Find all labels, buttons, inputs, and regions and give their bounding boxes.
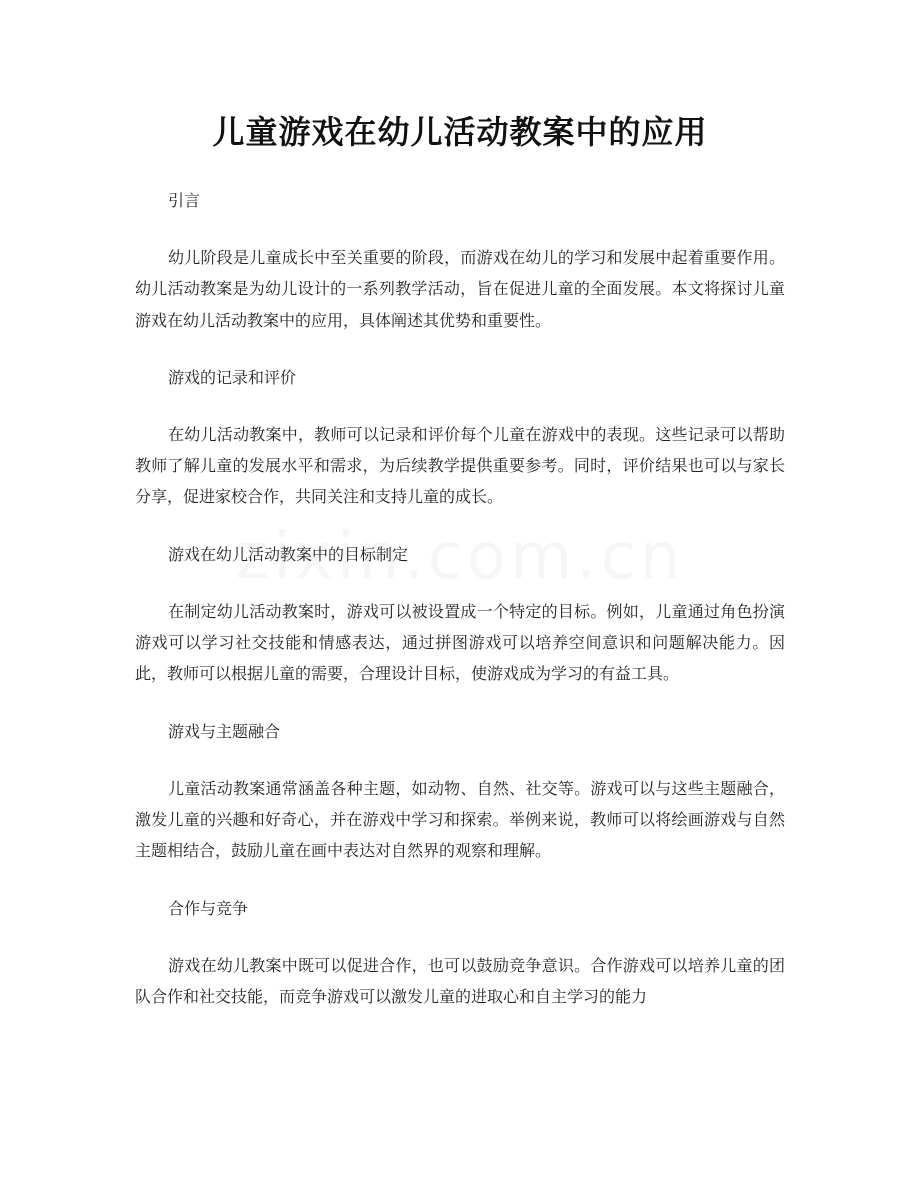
section-paragraph-goal-setting: 在制定幼儿活动教案时，游戏可以被设置成一个特定的目标。例如，儿童通过角色扮演游戏可以学习社交技能和情感表达，通过拼图游戏可以培养空间意识和问题解决能力。因此，教师可以根据儿童的需要，合理设计目标，使游戏成为学习的有益工具。 [135,601,785,684]
document-body [135,185,785,1038]
document-title: 儿童游戏在幼儿活动教案中的应用 [212,113,708,151]
section-paragraph-record-evaluation: 在幼儿活动教案中，教师可以记录和评价每个儿童在游戏中的表现。这些记录可以帮助教师了解儿童的发展水平和需求，为后续教学提供重要参考。同时，评价结果也可以与家长分享，促进家校合作，共同关注和支持儿童的成长。 [135,424,785,507]
section-heading-introduction: 引言 [168,191,201,210]
section-heading-record-evaluation: 游戏的记录和评价 [168,367,297,387]
section-heading-goal-setting: 游戏在幼儿活动教案中的目标制定 [168,544,409,564]
section-paragraph-introduction: 幼儿阶段是儿童成长中至关重要的阶段，而游戏在幼儿的学习和发展中起着重要作用。幼儿活动教案是为幼儿设计的一系列教学活动，旨在促进儿童的全面发展。本文将探讨儿童游戏在幼儿活动教案中的应用，具体阐述其优势和重要性。 [135,248,785,330]
section-heading-cooperation-competition: 合作与竞争 [168,898,249,918]
section-heading-theme-integration: 游戏与主题融合 [168,721,281,741]
section-paragraph-theme-integration: 儿童活动教案通常涵盖各种主题，如动物、自然、社交等。游戏可以与这些主题融合，激发儿童的兴趣和好奇心，并在游戏中学习和探索。举例来说，教师可以将绘画游戏与自然主题相结合，鼓励儿童在画中表达对自然界的观察和理解。 [135,778,785,861]
section-paragraph-cooperation-competition: 游戏在幼儿教案中既可以促进合作，也可以鼓励竞争意识。合作游戏可以培养儿童的团队合作和社交技能，而竞争游戏可以激发儿童的进取心和自主学习的能力 [135,955,785,1006]
